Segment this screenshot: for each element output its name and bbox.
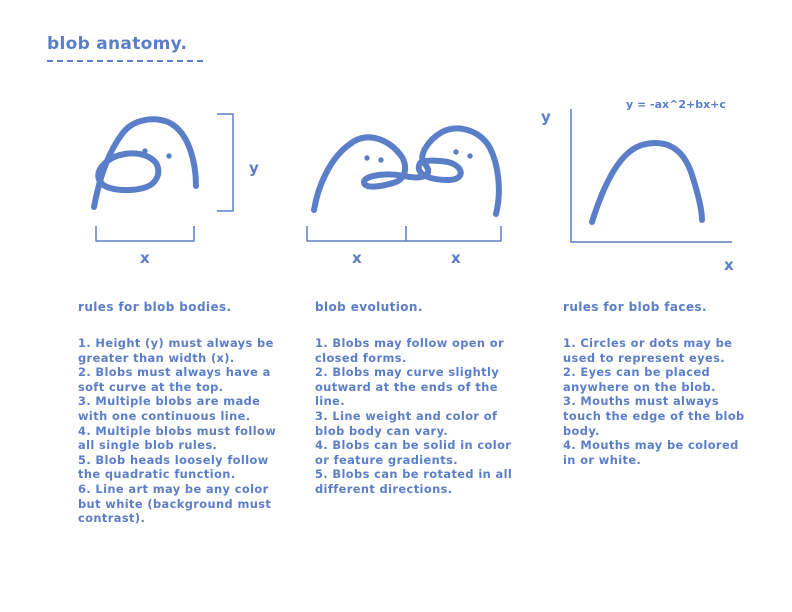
parabola-curve [592, 143, 702, 222]
rules-list [315, 336, 515, 497]
section-blob-evolution [315, 300, 515, 497]
list-item: 3. Mouths must always touch the edge of the blob body. [563, 394, 745, 438]
width-label-left: x [352, 249, 362, 267]
double-blob-body [314, 129, 499, 214]
section-heading: rules for blob faces. [563, 300, 707, 314]
list-item: 3. Multiple blobs are made with one continuous line. [78, 394, 261, 423]
list-item: 1. Blobs may follow open or closed forms. [315, 336, 505, 365]
graph-axes [571, 109, 732, 242]
list-item: 4. Blobs can be solid in color or feature gradients. [315, 438, 512, 467]
list-item: 1. Height (y) must always be greater than width (x). [78, 336, 274, 365]
list-item: 3. Line weight and color of blob body can vary. [315, 408, 498, 438]
height-bracket [217, 114, 233, 211]
list-item: 4. Multiple blobs must follow all single blob rules. [78, 423, 277, 453]
list-item: 2. Blobs must always have a soft curve at the top. [78, 365, 271, 394]
blob-diagrams [0, 0, 792, 300]
width-label: x [140, 249, 150, 267]
list-item: 2. Blobs may curve slightly outward at the ends of the line. [315, 365, 500, 409]
section-heading: rules for blob bodies. [78, 300, 232, 314]
height-label: y [249, 159, 259, 177]
rules-list [78, 336, 283, 526]
list-item: 4. Mouths may be colored in or white. [563, 438, 739, 467]
width-bracket-double [307, 226, 501, 241]
section-blob-bodies [78, 300, 283, 526]
section-heading: blob evolution. [315, 300, 423, 314]
single-blob-body [94, 119, 196, 207]
list-item: 5. Blob heads loosely follow the quadratic function. [78, 452, 269, 482]
list-item: 5. Blobs can be rotated in all different directions. [315, 467, 513, 496]
width-label-right: x [451, 249, 461, 267]
list-item: 6. Line art may be any color but white (background must contrast). [78, 481, 272, 526]
page-title: blob anatomy. [47, 34, 188, 54]
list-item: 1. Circles or dots may be used to represent eyes. [563, 336, 733, 365]
equation-label: y = -ax^2+bx+c [626, 98, 726, 111]
graph-y-label: y [541, 108, 551, 126]
section-blob-faces [563, 300, 748, 467]
graph-x-label: x [724, 256, 734, 274]
rules-list [563, 336, 748, 467]
width-bracket-single [96, 226, 194, 241]
list-item: 2. Eyes can be placed anywhere on the blob. [563, 365, 716, 394]
